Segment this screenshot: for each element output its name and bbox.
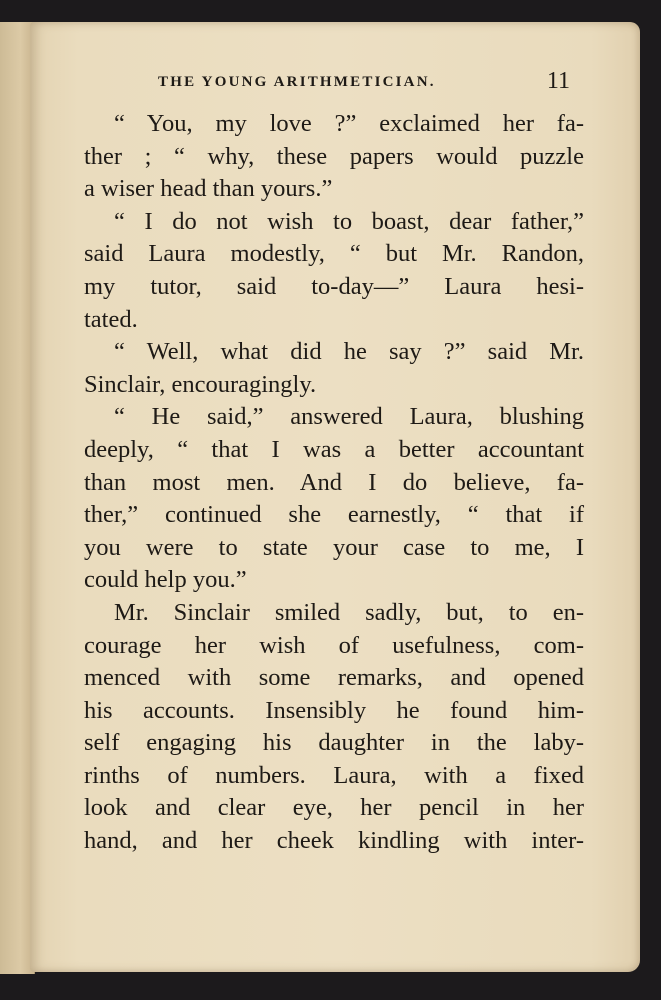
text-line: said Laura modestly, “ but Mr. Randon, — [84, 240, 584, 268]
text-line: “ I do not wish to boast, dear father,” — [114, 207, 584, 235]
text-line: Mr. Sinclair smiled sadly, but, to en- — [114, 598, 584, 626]
body-text — [84, 108, 584, 858]
text-line: rinths of numbers. Laura, with a fixed — [84, 761, 584, 789]
text-line: could help you.” — [84, 566, 247, 594]
running-head — [158, 70, 598, 100]
text-line: menced with some remarks, and opened — [84, 664, 584, 692]
text-line: “ You, my love ?” exclaimed her fa- — [114, 110, 584, 137]
text-line: my tutor, said to-day—” Laura hesi- — [84, 272, 584, 300]
text-line: hand, and her cheek kindling with inter- — [84, 827, 584, 855]
text-line: a wiser head than yours.” — [84, 175, 333, 203]
text-line: than most men. And I do believe, fa- — [84, 468, 584, 496]
running-title: THE YOUNG ARITHMETICIAN. — [158, 74, 436, 90]
text-line: you were to state your case to me, I — [84, 533, 584, 561]
page-number: 11 — [546, 68, 570, 94]
text-line: look and clear eye, her pencil in her — [84, 794, 584, 822]
text-line: “ Well, what did he say ?” said Mr. — [114, 338, 584, 366]
text-line: Sinclair, encouragingly. — [84, 370, 317, 398]
text-line: his accounts. Insensibly he found him- — [84, 696, 584, 724]
text-line: deeply, “ that I was a better accountant — [84, 435, 584, 463]
text-line: tated. — [84, 305, 138, 333]
text-line: ther ; “ why, these papers would puzzle — [84, 142, 584, 170]
text-line: self engaging his daughter in the laby- — [84, 729, 584, 757]
text-line: “ He said,” answered Laura, blushing — [114, 403, 584, 431]
text-line: ther,” continued she earnestly, “ that if — [84, 501, 584, 529]
text-line: courage her wish of usefulness, com- — [84, 631, 584, 659]
